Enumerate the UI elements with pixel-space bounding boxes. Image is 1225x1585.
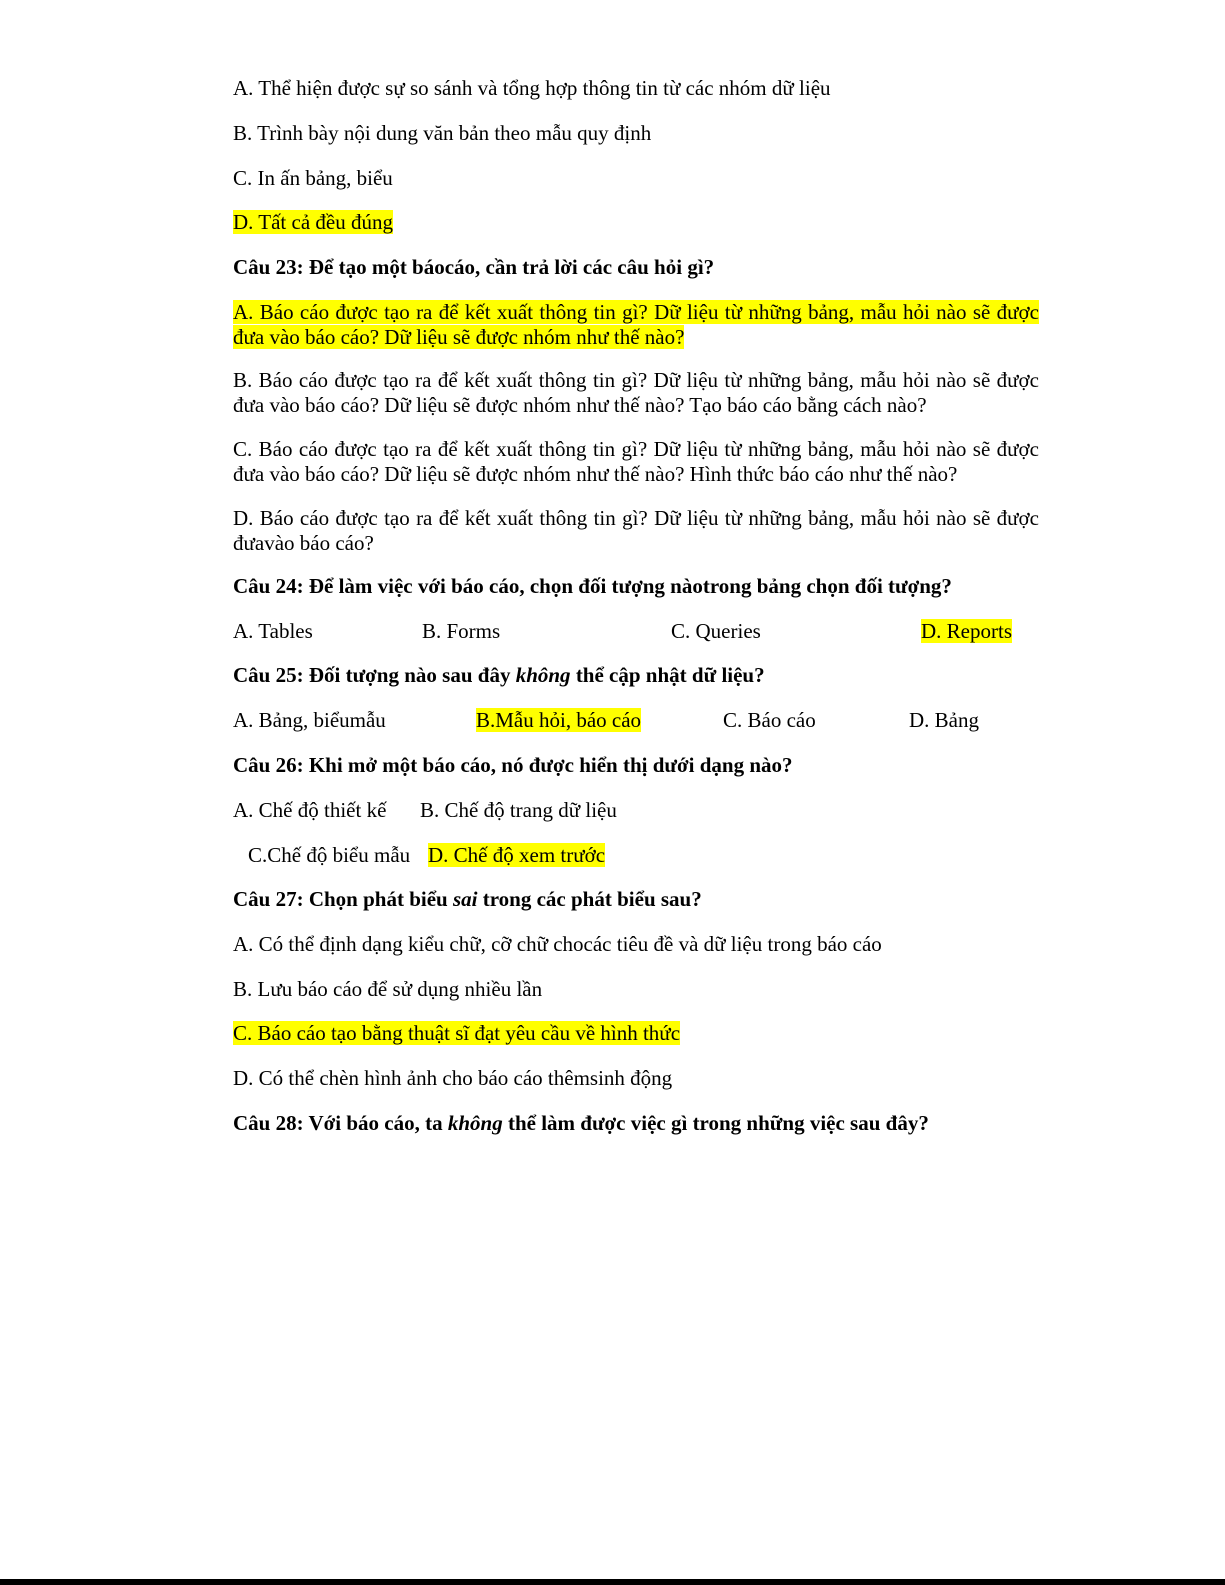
q25-option-c: C. Báo cáo xyxy=(723,708,816,732)
q26-option-d xyxy=(428,843,605,867)
q26-option-d-highlight: D. Chế độ xem trước xyxy=(428,843,606,867)
q25-option-a: A. Bảng, biểumẫu xyxy=(233,708,386,732)
q28-title-pre: Câu 28: Với báo cáo, ta xyxy=(233,1111,448,1135)
q22-option-a: A. Thể hiện được sự so sánh và tổng hợp thông tin từ các nhóm dữ liệu xyxy=(233,76,831,100)
q27-title-pre: Câu 27: Chọn phát biểu xyxy=(233,887,453,911)
q28-title-post: thể làm được việc gì trong những việc sau đây? xyxy=(502,1111,929,1135)
page-bottom-border xyxy=(0,1579,1225,1585)
q26-title: Câu 26: Khi mở một báo cáo, nó được hiển thị dưới dạng nào? xyxy=(233,753,793,777)
q25-title-emphasis: không xyxy=(515,663,571,687)
q24-title: Câu 24: Để làm việc với báo cáo, chọn đối tượng nàotrong bảng chọn đối tượng? xyxy=(233,574,952,598)
q25-title xyxy=(233,663,765,687)
q28-title xyxy=(233,1111,929,1135)
q27-option-d: D. Có thể chèn hình ảnh cho báo cáo thêmsinh động xyxy=(233,1066,673,1090)
q25-option-b xyxy=(476,708,641,732)
q27-option-c xyxy=(233,1021,680,1045)
q23-option-b: B. Báo cáo được tạo ra để kết xuất thông tin gì? Dữ liệu từ những bảng, mẫu hỏi nào sẽ được đưa vào báo cáo? Dữ liệu sẽ được nhóm như thế nào? Tạo báo cáo bằng cách nào? xyxy=(233,368,1039,417)
q28-title-emphasis: không xyxy=(447,1111,503,1135)
q22-option-d xyxy=(233,210,393,234)
q27-option-a: A. Có thể định dạng kiểu chữ, cỡ chữ chocác tiêu đề và dữ liệu trong báo cáo xyxy=(233,932,882,956)
q24-option-d-highlight: D. Reports xyxy=(921,619,1012,643)
q22-option-d-highlight: D. Tất cả đều đúng xyxy=(233,210,393,234)
q24-option-c: C. Queries xyxy=(671,619,761,643)
q27-title-post: trong các phát biểu sau? xyxy=(477,887,702,911)
q22-option-b: B. Trình bày nội dung văn bản theo mẫu quy định xyxy=(233,121,652,145)
q25-title-pre: Câu 25: Đối tượng nào sau đây xyxy=(233,663,516,687)
q23-option-a-highlight: A. Báo cáo được tạo ra để kết xuất thông tin gì? Dữ liệu từ những bảng, mẫu hỏi nào sẽ được đưa vào báo cáo? Dữ liệu sẽ được nhóm như thế nào? xyxy=(233,300,1039,349)
q24-option-b: B. Forms xyxy=(422,619,501,643)
q23-option-c: C. Báo cáo được tạo ra để kết xuất thông tin gì? Dữ liệu từ những bảng, mẫu hỏi nào sẽ được đưa vào báo cáo? Dữ liệu sẽ được nhóm như thế nào? Hình thức báo cáo như thế nào? xyxy=(233,437,1039,486)
q27-title xyxy=(233,887,702,911)
q27-title-emphasis: sai xyxy=(452,887,478,911)
q22-option-c: C. In ấn bảng, biểu xyxy=(233,166,393,190)
q25-title-post: thể cập nhật dữ liệu? xyxy=(570,663,765,687)
q24-option-d xyxy=(921,619,1012,643)
q24-option-a: A. Tables xyxy=(233,619,313,643)
q23-title-text: Để tạo một báocáo, cần trả lời các câu hỏi gì? xyxy=(308,255,715,279)
q25-option-d: D. Bảng xyxy=(909,708,979,732)
q26-option-a: A. Chế độ thiết kế xyxy=(233,798,387,822)
q25-option-b-highlight: B.Mẫu hỏi, báo cáo xyxy=(476,708,642,732)
q23-option-a xyxy=(233,300,1039,349)
q23-title-prefix: Câu 23: xyxy=(233,255,309,279)
q27-option-b: B. Lưu báo cáo để sử dụng nhiều lần xyxy=(233,977,543,1001)
q26-option-b: B. Chế độ trang dữ liệu xyxy=(420,798,617,822)
q27-option-c-highlight: C. Báo cáo tạo bằng thuật sĩ đạt yêu cầu về hình thức xyxy=(233,1021,681,1045)
q26-option-c: C.Chế độ biểu mẫu xyxy=(248,843,411,867)
q23-title xyxy=(233,255,714,279)
q23-option-d: D. Báo cáo được tạo ra để kết xuất thông tin gì? Dữ liệu từ những bảng, mẫu hỏi nào sẽ được đưavào báo cáo? xyxy=(233,506,1039,555)
